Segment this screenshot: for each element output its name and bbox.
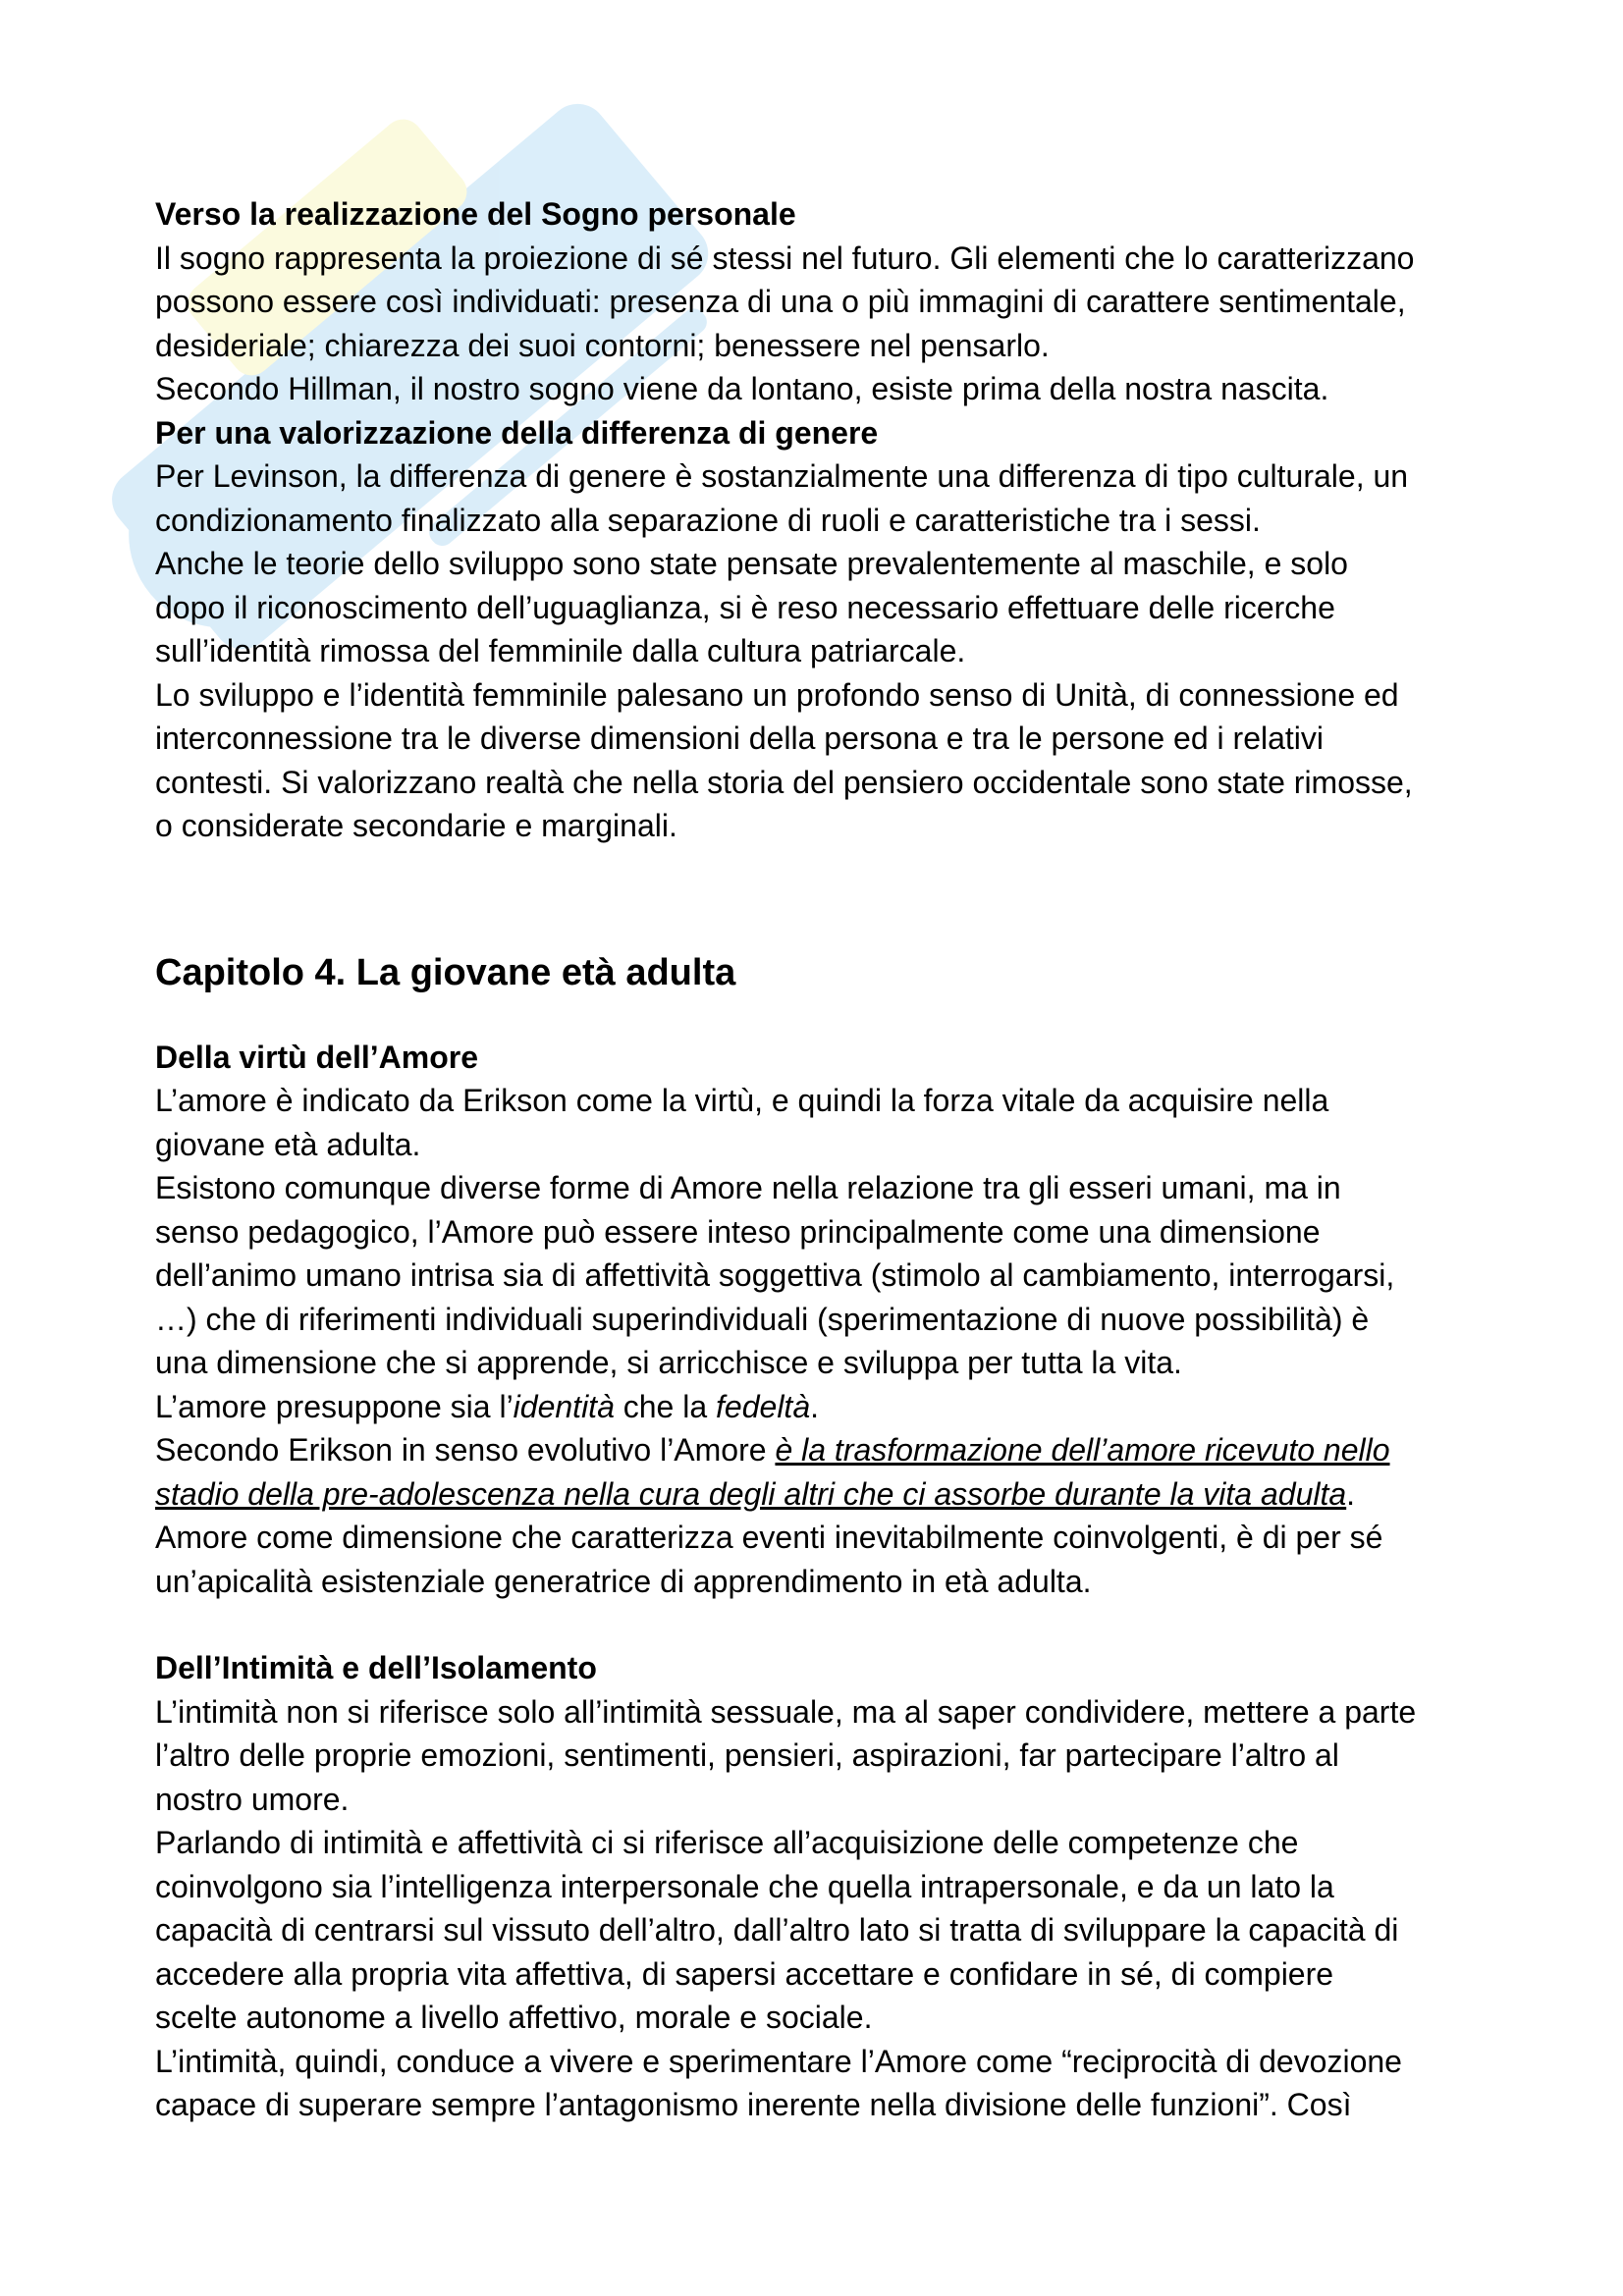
- italic-term-identita: identità: [513, 1388, 615, 1424]
- erikson-line: [155, 1472, 1490, 1517]
- body-line: una dimensione che si apprende, si arricchisce e sviluppa per tutta la vita.: [155, 1345, 1182, 1380]
- italic-term-fedelta: fedeltà: [716, 1388, 811, 1424]
- body-line: capace di superare sempre l’antagonismo inerente nella divisione delle funzioni”. Così: [155, 2087, 1352, 2122]
- document-page: [155, 192, 1490, 2127]
- body-line: interconnessione tra le diverse dimensioni della persona e tra le persone ed i relativi: [155, 721, 1324, 756]
- body-line: scelte autonome a livello affettivo, morale e sociale.: [155, 2000, 873, 2035]
- body-line: …) che di riferimenti individuali superindividuali (sperimentazione di nuove possibilità) è: [155, 1301, 1370, 1337]
- body-line: Amore come dimensione che caratterizza eventi inevitabilmente coinvolgenti, è di per sé: [155, 1520, 1383, 1555]
- body-line: condizionamento finalizzato alla separazione di ruoli e caratteristiche tra i sessi.: [155, 502, 1261, 538]
- body-line: un’apicalità esistenziale generatrice di apprendimento in età adulta.: [155, 1563, 1092, 1599]
- body-line: L’amore è indicato da Erikson come la virtù, e quindi la forza vitale da acquisire nella: [155, 1083, 1329, 1118]
- section-heading-intimita: Dell’Intimità e dell’Isolamento: [155, 1650, 597, 1685]
- text-run: che la: [614, 1388, 717, 1424]
- body-line: o considerate secondarie e marginali.: [155, 808, 677, 843]
- body-line: Per Levinson, la differenza di genere è sostanzialmente una differenza di tipo culturale, un: [155, 458, 1409, 494]
- body-line: Esistono comunque diverse forme di Amore nella relazione tra gli esseri umani, ma in: [155, 1170, 1341, 1205]
- underlined-emphasis: stadio della pre-adolescenza nella cura degli altri che ci assorbe durante la vita adulta: [155, 1475, 1347, 1512]
- section-heading-sogno: Verso la realizzazione del Sogno personale: [155, 196, 796, 232]
- body-line: Il sogno rappresenta la proiezione di sé stessi nel futuro. Gli elementi che lo caratterizzano: [155, 240, 1415, 276]
- body-line: Secondo Hillman, il nostro sogno viene da lontano, esiste prima della nostra nascita.: [155, 371, 1329, 406]
- underlined-emphasis: è la trasformazione dell’amore ricevuto nello: [775, 1432, 1390, 1468]
- body-line: capacità di centrarsi sul vissuto dell’altro, dall’altro lato si tratta di sviluppare la capacità di: [155, 1912, 1399, 1948]
- body-line: l’altro delle proprie emozioni, sentimenti, pensieri, aspirazioni, far partecipare l’altro al: [155, 1737, 1339, 1773]
- body-line: nostro umore.: [155, 1781, 350, 1817]
- spacer: [155, 848, 1490, 948]
- text-run: .: [810, 1388, 819, 1424]
- body-line: Parlando di intimità e affettività ci si riferisce all’acquisizione delle competenze che: [155, 1825, 1299, 1860]
- chapter-title: Capitolo 4. La giovane età adulta: [155, 951, 736, 993]
- body-line: senso pedagogico, l’Amore può essere inteso principalmente come una dimensione: [155, 1213, 1321, 1250]
- text-run: L’amore presuppone sia l’: [155, 1388, 514, 1424]
- body-line: contesti. Si valorizzano realtà che nella storia del pensiero occidentale sono state rimosse,: [155, 764, 1413, 800]
- body-line: dopo il riconoscimento dell’uguaglianza, si è reso necessario effettuare delle ricerche: [155, 589, 1335, 625]
- section-heading-amore: Della virtù dell’Amore: [155, 1039, 478, 1075]
- section-heading-genere: Per una valorizzazione della differenza di genere: [155, 414, 879, 451]
- body-line: accedere alla propria vita affettiva, di sapersi accettare e confidare in sé, di compiere: [155, 1955, 1334, 1992]
- body-line: L’intimità non si riferisce solo all’intimità sessuale, ma al saper condividere, mettere a parte: [155, 1693, 1417, 1730]
- text-run: .: [1346, 1475, 1356, 1512]
- body-line: Lo sviluppo e l’identità femminile palesano un profondo senso di Unità, di connessione ed: [155, 676, 1399, 713]
- spacer: [155, 1603, 1490, 1646]
- text-run: Secondo Erikson in senso evolutivo l’Amore: [155, 1432, 776, 1468]
- body-line: sull’identità rimossa del femminile dalla cultura patriarcale.: [155, 633, 966, 668]
- spacer: [155, 997, 1490, 1036]
- body-line: giovane età adulta.: [155, 1126, 421, 1162]
- body-line: coinvolgono sia l’intelligenza interpersonale che quella intrapersonale, e da un lato la: [155, 1868, 1334, 1904]
- identity-line: [155, 1385, 1490, 1429]
- body-line: dell’animo umano intrisa sia di affettività soggettiva (stimolo al cambiamento, interrogarsi,: [155, 1257, 1395, 1293]
- erikson-line: [155, 1428, 1490, 1472]
- body-line: Anche le teorie dello sviluppo sono state pensate prevalentemente al maschile, e solo: [155, 546, 1348, 581]
- body-line: possono essere così individuati: presenza di una o più immagini di carattere sentimentale,: [155, 284, 1406, 319]
- body-line: L’intimità, quindi, conduce a vivere e sperimentare l’Amore come “reciprocità di devozione: [155, 2043, 1402, 2079]
- body-line: desideriale; chiarezza dei suoi contorni; benessere nel pensarlo.: [155, 327, 1050, 363]
